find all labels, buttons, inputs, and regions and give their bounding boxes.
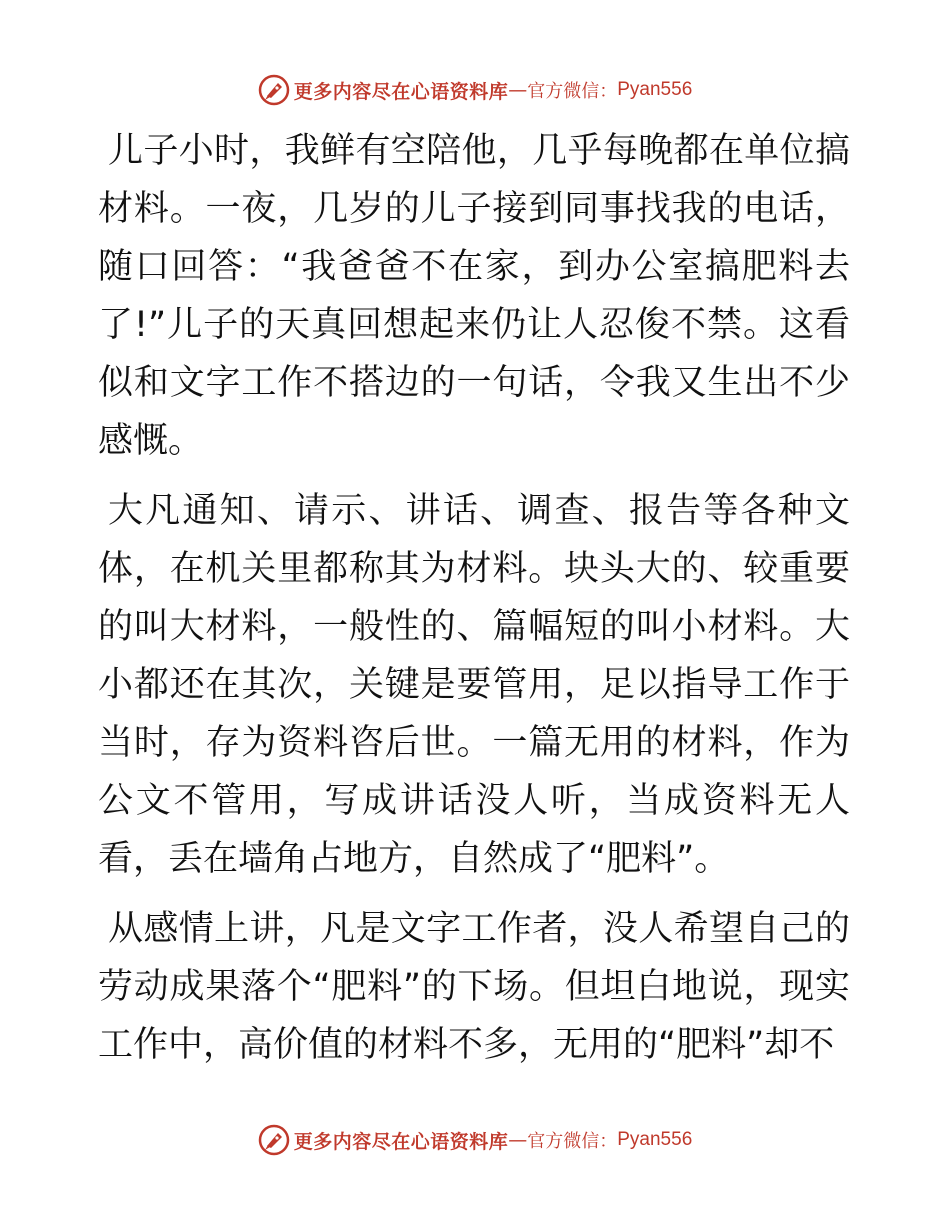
banner-dash: — (508, 1129, 528, 1151)
banner-wechat-label: 官方微信： (527, 1131, 618, 1152)
pen-nib-logo-icon (258, 74, 290, 106)
pen-nib-logo-icon (258, 1124, 290, 1156)
paragraph-3: 从感情上讲，凡是文字工作者，没人希望自己的劳动成果落个“肥料”的下场。但坦白地说，现实工作中，高价值的材料不多，无用的“肥料”却不 (98, 909, 850, 1065)
banner-dash: — (508, 79, 528, 101)
banner-title: 更多内容尽在心语资料库 (293, 1130, 509, 1153)
banner-wechat-id: Pyan556 (617, 79, 693, 100)
banner-title: 更多内容尽在心语资料库 (293, 80, 509, 103)
header-banner (0, 70, 950, 110)
footer-banner (0, 1120, 950, 1160)
article-body (98, 122, 850, 1086)
paragraph-2: 大凡通知、请示、讲话、调查、报告等各种文体，在机关里都称其为材料。块头大的、较重要的叫大材料，一般性的、篇幅短的叫小材料。大小都还在其次，关键是要管用，足以指导工作于当时，存为资料咨后世。一篇无用的材料，作为公文不管用，写成讲话没人听，当成资料无人看，丢在墙角占地方，自然成了“肥料”。 (98, 491, 850, 879)
banner-wechat-id: Pyan556 (617, 1129, 693, 1150)
banner-wechat-label: 官方微信： (527, 81, 618, 102)
paragraph-1: 儿子小时，我鲜有空陪他，几乎每晚都在单位搞材料。一夜，几岁的儿子接到同事找我的电话，随口回答：“我爸爸不在家，到办公室搞肥料去了!”儿子的天真回想起来仍让人忍俊不禁。这看似和文字工作不搭边的一句话，令我又生出不少感慨。 (98, 131, 850, 461)
